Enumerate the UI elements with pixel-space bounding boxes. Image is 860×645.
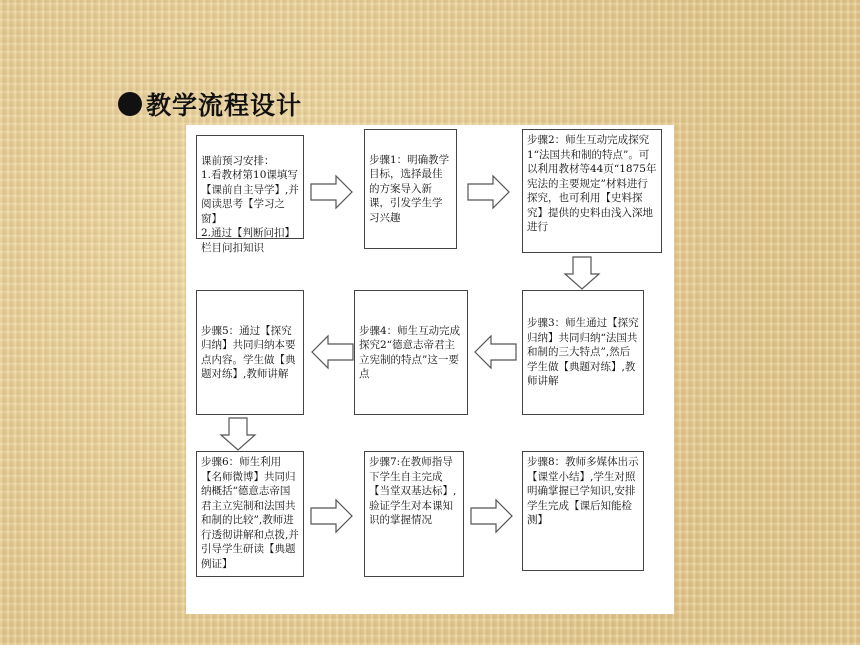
- step-3-text: 步骤3：师生通过【探究归纳】共同归纳“法国共和制的三大特点”,然后学生做【典题对练】,教师讲解: [527, 317, 639, 388]
- step-7-text: 步骤7:在教师指导下学生自主完成【当堂双基达标】,验证学生对本课知识的掌握情况: [369, 456, 457, 526]
- step-2-text: 步骤2：师生互动完成探究1“法国共和制的特点”。可以利用教材等44页“1875年宪法的主要规定”材料进行探究，也可利用【史料探究】提供的史料由浅入深地进行: [527, 134, 657, 233]
- arrow-left-icon: [473, 335, 517, 369]
- step-8-text: 步骤8：教师多媒体出示【课堂小结】,学生对照明确掌握已学知识,安排学生完成【课后知能检测】: [527, 456, 639, 526]
- step-5-text: 步骤5：通过【探究归纳】共同归纳本要点内容。学生做【典题对练】,教师讲解: [201, 324, 296, 380]
- step-4-text: 步骤4：师生互动完成探究2“德意志帝君主立宪制的特点”这一要点: [359, 324, 461, 380]
- arrow-left-icon: [310, 335, 354, 369]
- arrow-right-icon: [470, 499, 514, 533]
- arrow-right-icon: [310, 175, 354, 209]
- step-6-box: [196, 451, 304, 577]
- step-2-box: [522, 129, 662, 253]
- arrow-right-icon: [467, 175, 511, 209]
- flowchart-panel: [186, 125, 674, 614]
- arrow-right-icon: [310, 499, 354, 533]
- step-4-box: [354, 290, 468, 415]
- page-title: [118, 86, 302, 122]
- step-8-box: [522, 451, 644, 571]
- arrow-down-icon: [564, 256, 600, 290]
- step-5-box: [196, 290, 304, 415]
- step-3-box: [522, 290, 644, 415]
- step-1-box: [364, 129, 457, 249]
- step-pre-text: 课前预习安排： 1.看教材第10课填写【课前自主导学】,并阅读思考【学习之窗】 2.通过【判断问扣】栏目问扣知识: [201, 154, 299, 254]
- step-pre-box: [196, 135, 304, 254]
- step-6-text: 步骤6：师生利用【名师微博】共同归纳概括“德意志帝国君主立宪制和法国共和制的比较”,教师进行透彻讲解和点拨,并引导学生研读【典题例证】: [201, 456, 299, 570]
- title-text: 教学流程设计: [146, 91, 303, 120]
- arrow-down-icon: [220, 417, 256, 451]
- bullet-icon: [118, 92, 142, 116]
- step-1-text: 步骤1：明确教学目标，选择最佳的方案导入新课，引发学生学习兴趣: [369, 153, 450, 224]
- step-7-box: [364, 451, 464, 577]
